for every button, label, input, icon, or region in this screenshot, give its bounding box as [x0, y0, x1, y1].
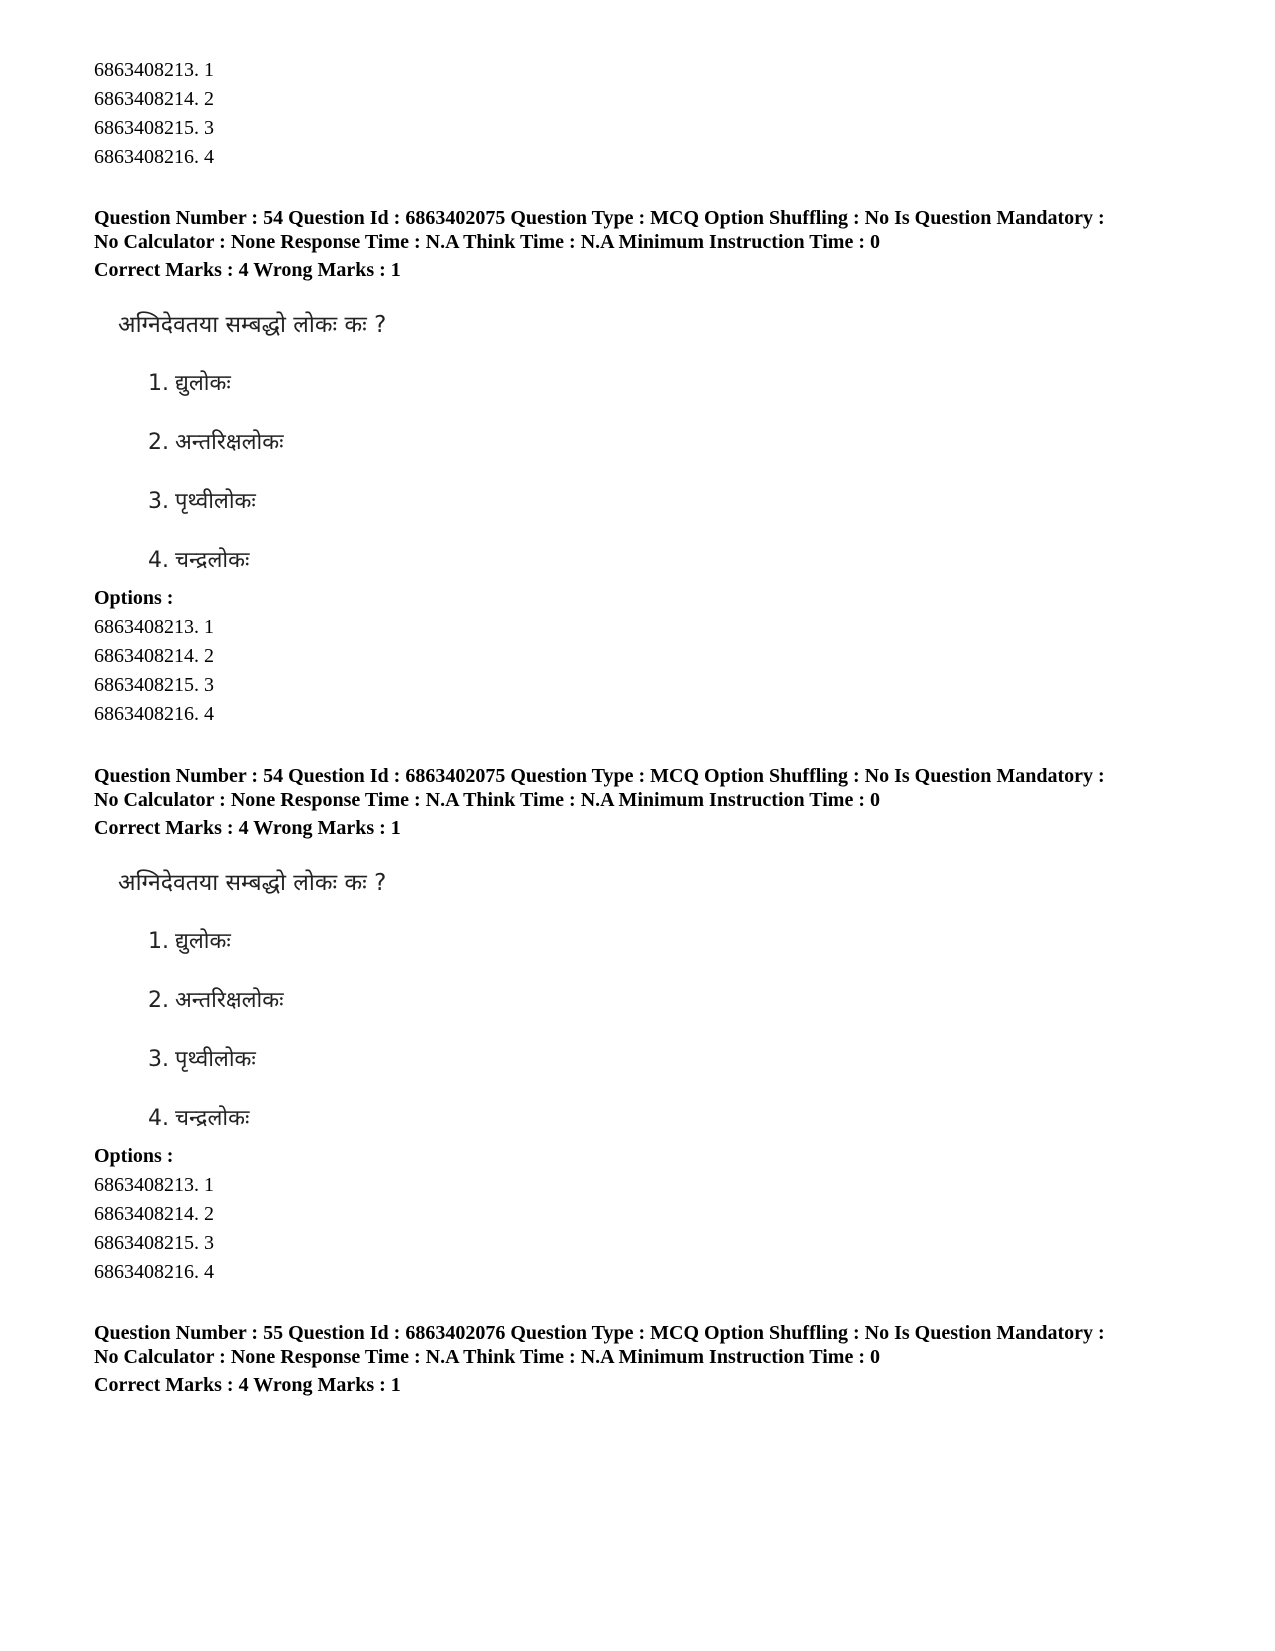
question-stem: अग्निदेवतया सम्बद्धो लोकः कः ?	[118, 312, 387, 338]
question-marks: Correct Marks : 4 Wrong Marks : 1	[94, 817, 401, 839]
question-marks: Correct Marks : 4 Wrong Marks : 1	[94, 1374, 401, 1396]
question-header	[94, 206, 1194, 282]
question-meta-line-1: Question Number : 54 Question Id : 6863402075 Question Type : MCQ Option Shuffling : No Is Question Mandatory :	[94, 765, 1105, 787]
question-body	[118, 868, 518, 1134]
question-marks: Correct Marks : 4 Wrong Marks : 1	[94, 259, 401, 281]
option-line: 6863408213. 1	[94, 59, 214, 81]
option-line: 6863408216. 4	[94, 146, 214, 168]
question-meta-line-2: No Calculator : None Response Time : N.A Think Time : N.A Minimum Instruction Time : 0	[94, 231, 880, 253]
option-line: 6863408216. 4	[94, 1261, 214, 1283]
option-line: 6863408215. 3	[94, 117, 214, 139]
option-line: 6863408213. 1	[94, 616, 214, 638]
question-meta-line-1: Question Number : 54 Question Id : 6863402075 Question Type : MCQ Option Shuffling : No Is Question Mandatory :	[94, 207, 1105, 229]
choice-item: 2. अन्तरिक्षलोकः	[148, 430, 284, 455]
options-label: Options :	[94, 1145, 174, 1167]
option-line: 6863408214. 2	[94, 645, 214, 667]
options-label: Options :	[94, 587, 174, 609]
option-line: 6863408215. 3	[94, 1232, 214, 1254]
question-header	[94, 764, 1194, 840]
option-line: 6863408214. 2	[94, 88, 214, 110]
choice-item: 3. पृथ्वीलोकः	[148, 489, 256, 514]
question-meta-line-2: No Calculator : None Response Time : N.A Think Time : N.A Minimum Instruction Time : 0	[94, 1346, 880, 1368]
options-section	[94, 584, 1194, 729]
option-line: 6863408213. 1	[94, 1174, 214, 1196]
choice-item: 4. चन्द्रलोकः	[148, 1106, 250, 1131]
choice-item: 1. द्युलोकः	[148, 929, 231, 954]
choice-item: 4. चन्द्रलोकः	[148, 548, 250, 573]
question-stem: अग्निदेवतया सम्बद्धो लोकः कः ?	[118, 870, 387, 896]
options-section	[94, 1142, 1194, 1287]
options-list-top	[94, 56, 1194, 172]
option-line: 6863408215. 3	[94, 674, 214, 696]
option-line: 6863408216. 4	[94, 703, 214, 725]
question-meta-line-1: Question Number : 55 Question Id : 6863402076 Question Type : MCQ Option Shuffling : No Is Question Mandatory :	[94, 1322, 1105, 1344]
question-header	[94, 1321, 1194, 1397]
option-line: 6863408214. 2	[94, 1203, 214, 1225]
choice-item: 2. अन्तरिक्षलोकः	[148, 988, 284, 1013]
question-meta-line-2: No Calculator : None Response Time : N.A Think Time : N.A Minimum Instruction Time : 0	[94, 789, 880, 811]
question-body	[118, 310, 518, 576]
choice-item: 1. द्युलोकः	[148, 371, 231, 396]
choice-item: 3. पृथ्वीलोकः	[148, 1047, 256, 1072]
